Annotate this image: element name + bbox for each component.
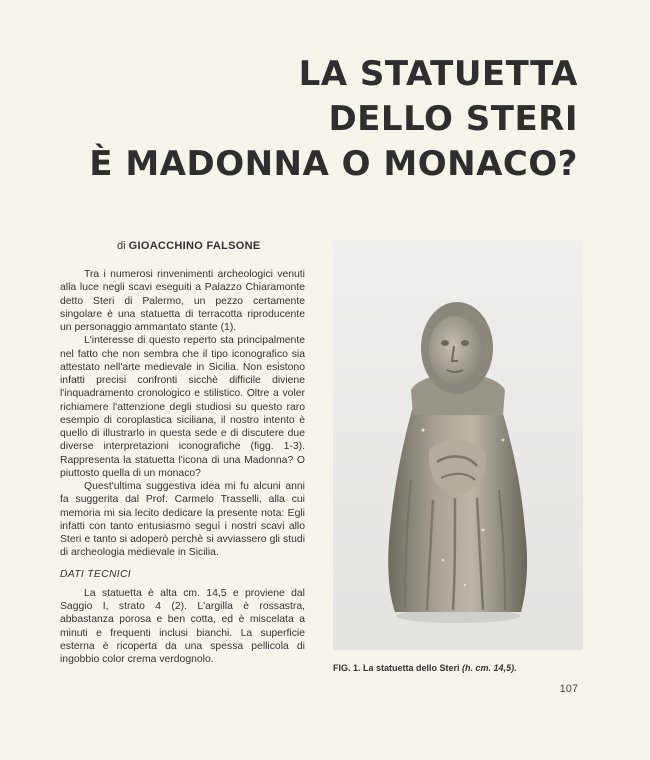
byline [117,240,261,252]
section-heading: DATI TECNICI [60,568,131,580]
byline-prefix: di [117,240,126,252]
title-line: LA STATUETTA [298,54,578,94]
body-paragraph: L'interesse di questo reperto sta principalmente nel fatto che non sembra che il tipo iconografico sia attestato nell'arte medievale in Sicilia. Non esistono infatti precisi confronti sicchè difficile diviene l'inquadramento cronologico e stilistico. Oltre a voler richiamere l'attenzione degli studiosi su questo raro esempio di coroplastica siciliana, il nostro intento è quello di illustrarlo in questa sede e di discutere due diverse interpretazioni iconografiche (figg. 1-3). Rappresenta la statuetta l'icona di una Madonna? O piuttosto quella di un monaco? [60,335,305,479]
figure-caption [333,663,517,673]
author-name: GIOACCHINO FALSONE [128,240,261,252]
caption-end: . [514,663,517,673]
page-number: 107 [559,683,578,695]
caption-note: (h. cm. 14,5) [462,663,515,673]
title-line: DELLO STERI [328,99,578,139]
body-paragraph: Tra i numerosi rinvenimenti archeologici venuti alla luce negli scavi eseguiti a Palazzo Chiaramonte detto Steri di Palermo, un pezzo certamente singolare è una statuetta di terracotta riproducente un personaggio ammantato stante (1). [60,269,305,333]
body-paragraph: La statuetta è alta cm. 14,5 e proviene dal Saggio I, strato 4 (2). L'argilla è rossastra, abbastanza porosa e ben cotta, ed è miscelata a minuti e frequenti inclusi bianchi. La superficie esterna è ricoperta da una spessa pellicola di ingobbio color crema verdognolo. [60,587,305,665]
text-column [60,268,305,666]
title-line: È MADONNA O MONACO? [89,144,578,184]
article-title [89,52,578,187]
body-paragraph: Quest'ultima suggestiva idea mi fu alcuni anni fa suggerita dal Prof. Carmelo Trasselli, alla cui memoria mi sia lecito dedicare la presente nota: Egli infatti con tanto entusiasmo seguì i nostri scavi allo Steri e tanto si adoperò perchè si avviassero gli studi di archeologia medievale in Sicilia. [60,481,305,559]
statuette-photo [333,240,583,650]
caption-main: FIG. 1. La statuetta dello Steri [333,663,460,673]
statuette-image [333,240,583,650]
